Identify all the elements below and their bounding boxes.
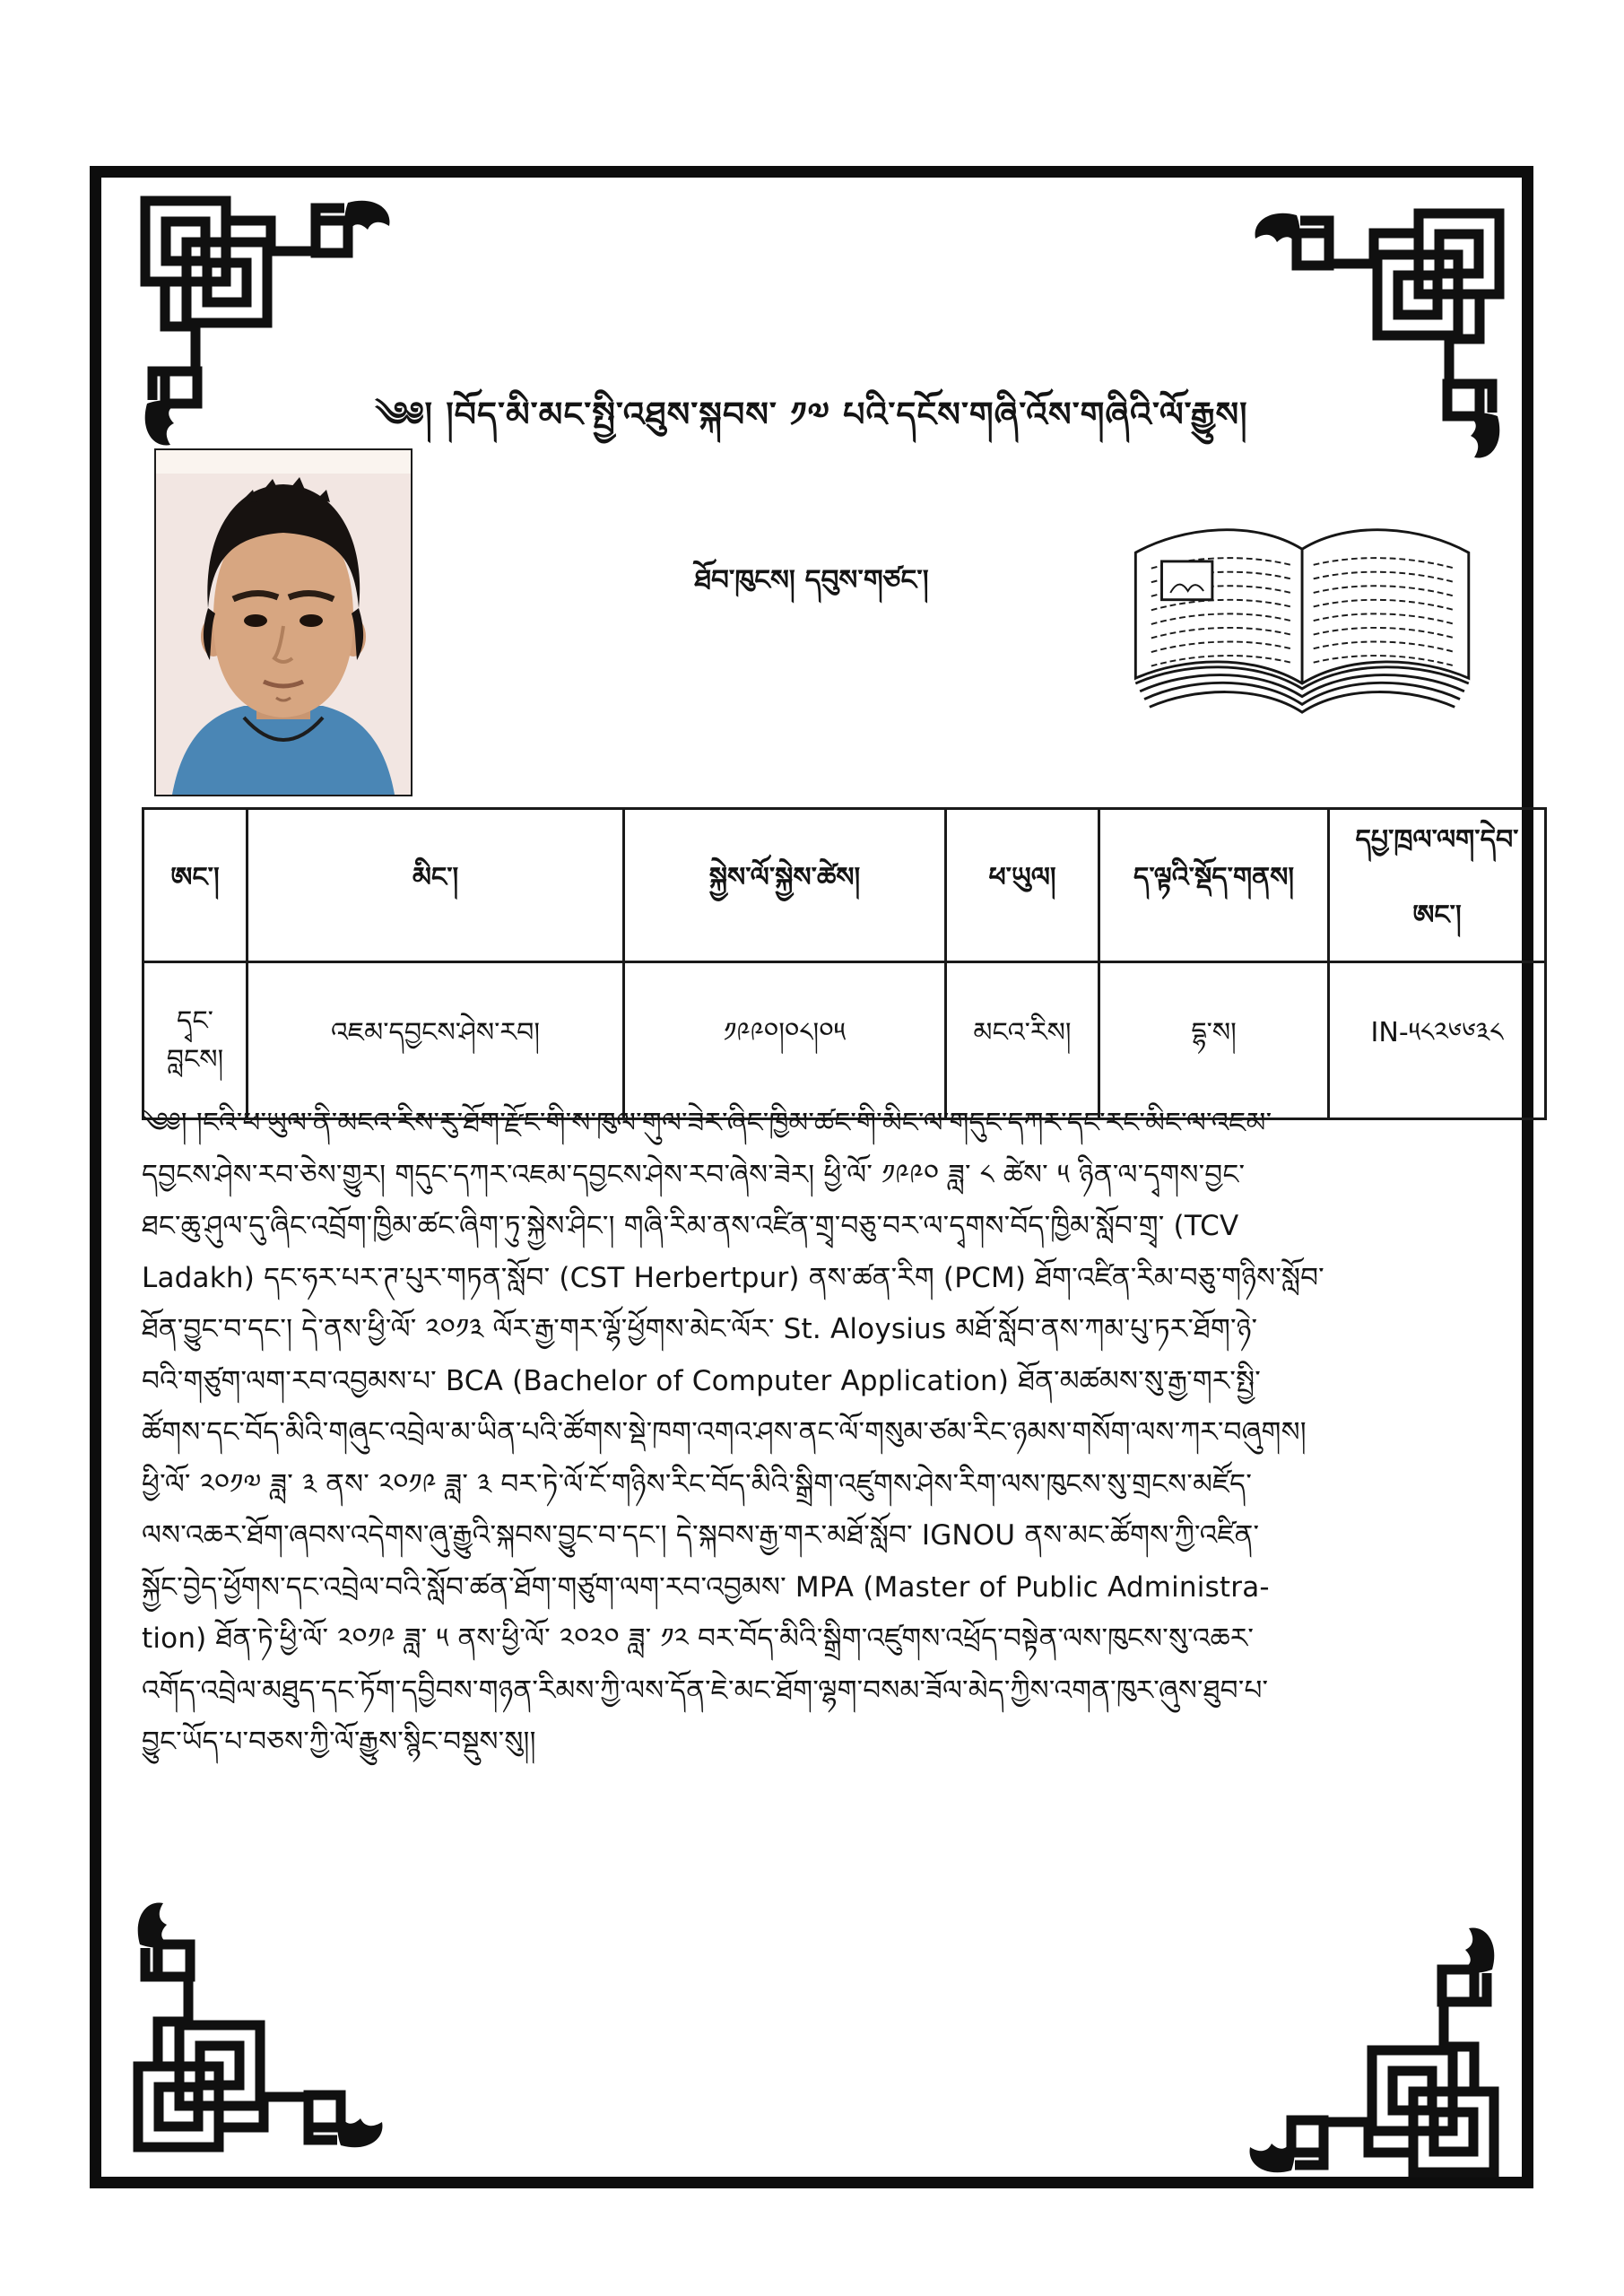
table-value-row <box>143 962 1546 1119</box>
biography-line: བའི་གཙུག་ལག་རབ་འབྱམས་པ་ BCA (Bachelor of Computer Application) ཐོན་མཚམས་སུ་རྒྱ་གར་སྤྱི་ <box>142 1364 1261 1397</box>
cell-name: འཇམ་དབྱངས་ཤེས་རབ། <box>248 962 624 1119</box>
biography-line: tion) ཐོན་ཏེ་ཕྱི་ལོ་ ༢༠༡༩ ཟླ་ ༥ ནས་ཕྱི་ལོ་ ༢༠༢༠ ཟླ་ ༡༢ བར་བོད་མིའི་སྒྲིག་འཛུགས་འཕྲོད་བསྟེན་ལས་ཁུངས་སུ་འཆར་ <box>142 1622 1255 1655</box>
header-name: མིང་། <box>248 809 624 962</box>
constituency-subtitle: ཐོབ་ཁུངས། དབུས་གཙང་། <box>694 564 929 596</box>
header-native-place: ཕ་ཡུལ། <box>946 809 1099 962</box>
cell-current-residence: དྷ་ས། <box>1099 962 1329 1119</box>
biography-line: ༄༅། །ངའི་ཕ་ཡུལ་ནི་མངའ་རིས་རུ་ཐོག་རྫོང་གི་ས་ཁུལ་གུལ་ཟེར་ཞིང་ཁྱིམ་ཚང་གི་མིང་ལ་གདུང་དཀར་དང་རང་མིང་ལ་འཇམ་ <box>142 1107 1272 1139</box>
cell-number <box>143 962 248 1119</box>
biography-line: བྱུང་ཡོད་པ་བཅས་ཀྱི་ལོ་རྒྱུས་སྙིང་བསྡུས་སུ།། <box>142 1726 536 1758</box>
biography-paragraph <box>142 1098 1489 1769</box>
corner-ornament-icon <box>1239 1892 1508 2188</box>
page-title: ༄༅། །བོད་མི་མང་སྤྱི་འཐུས་སྐབས་ ༡༧ པའི་དངོས་གཞི་འོས་གཞིའི་ལོ་རྒྱུས། <box>375 395 1248 434</box>
cell-birth-date: ༡༩༩༠།༠༨།༠༥ <box>624 962 946 1119</box>
biography-line: ལས་འཆར་ཐོག་ཞབས་འདེགས་ཞུ་རྒྱུའི་སྐབས་བྱུང་བ་དང་། དེ་སྐབས་རྒྱ་གར་མཐོ་སློབ་ IGNOU ནས་མང་ཚོགས་ཀྱི་འཛིན་ <box>142 1519 1260 1552</box>
biography-line: Ladakh) དང་ཧར་པར་ཊ་པུར་གཏན་སློབ་ (CST Herbertpur) ནས་ཚན་རིག (PCM) ཐོག་འཛིན་རིམ་བཅུ་གཉིས་སློབ་ <box>142 1261 1324 1294</box>
biography-line: སྐྱོང་བྱེད་ཕྱོགས་དང་འབྲེལ་བའི་སློབ་ཚན་ཐོག་གཙུག་ལག་རབ་འབྱམས་ MPA (Master of Public Administra- <box>142 1570 1270 1604</box>
table-header-row <box>143 809 1546 962</box>
header-number: ཨང་། <box>143 809 248 962</box>
biography-line: ཐོན་བྱུང་བ་དང་། དེ་ནས་ཕྱི་ལོ་ ༢༠༡༣ ལོར་རྒྱ་གར་ལྷོ་ཕྱོགས་མེང་ལོར་ St. Aloysius མཐོ་སློབ་ནས་ཀམ་པུ་ཏར་ཐོག་ཉེ་ <box>142 1313 1258 1345</box>
cell-number-line2: བླངས། <box>166 1044 224 1075</box>
cell-number-line1: དྭང་ <box>177 1004 213 1037</box>
biography-line: དབྱངས་ཤེས་རབ་ཅེས་གྱུར། གདུང་དཀར་འཇམ་དབྱངས་ཤེས་རབ་ཞེས་ཟེར། ཕྱི་ལོ་ ༡༩༩༠ ཟླ་ ༨ ཚེས་ ༥ ཉིན་ལ་དྭགས་བྱང་ <box>142 1158 1246 1191</box>
corner-ornament-icon <box>124 1867 393 2163</box>
biography-line: ཐང་ཆུ་ཤུལ་དུ་ཞིང་འབྲོག་ཁྱིམ་ཚང་ཞིག་ཏུ་སྐྱེས་ཤིང་། གཞི་རིམ་ནས་འཛིན་གྲྭ་བཅུ་བར་ལ་དྭགས་བོད་ཁྱིམ་སློབ་གྲྭ་ (TCV <box>142 1210 1239 1242</box>
biography-line: འགོད་འབྲེལ་མཐུད་དང་ཏོག་དབྱིབས་གཉན་རིམས་ཀྱི་ལས་དོན་ཇེ་མང་ཐོག་ལྷག་བསམ་ཟོལ་མེད་ཀྱིས་འགན་ཁུར་ཞུས་ཐུབ་པ་ <box>142 1674 1269 1707</box>
header-green-book-no: དཔྱ་ཁྲལ་ལག་དེབ་ཨང་། <box>1329 809 1546 962</box>
header-current-residence: ད་ལྟའི་སྡོད་གནས། <box>1099 809 1329 962</box>
candidate-info-table <box>142 807 1547 1120</box>
biography-line: ཚོགས་དང་བོད་མིའི་གཞུང་འབྲེལ་མ་ཡིན་པའི་ཚོགས་སྡེ་ཁག་འགའ་ཤས་ནང་ལོ་གསུམ་ཙམ་རིང་ཉམས་གསོག་ལས་ཀར་བཞུགས། <box>142 1416 1307 1448</box>
header-birth-date: སྐྱེས་ལོ་སྐྱེས་ཚེས། <box>624 809 946 962</box>
biography-line: ཕྱི་ལོ་ ༢༠༡༧ ཟླ་ ༣ ནས་ ༢༠༡༩ ཟླ་ ༣ བར་ཏེ་ལོ་ངོ་གཉིས་རིང་བོད་མིའི་སྒྲིག་འཛུགས་ཤེས་རིག་ལས་ཁུངས་སུ་གྲངས་མཛོད་ <box>142 1467 1253 1500</box>
cell-green-book-no: IN-༥༨༢༦༦༣༨ <box>1329 962 1546 1119</box>
cell-native-place: མངའ་རིས། <box>946 962 1099 1119</box>
